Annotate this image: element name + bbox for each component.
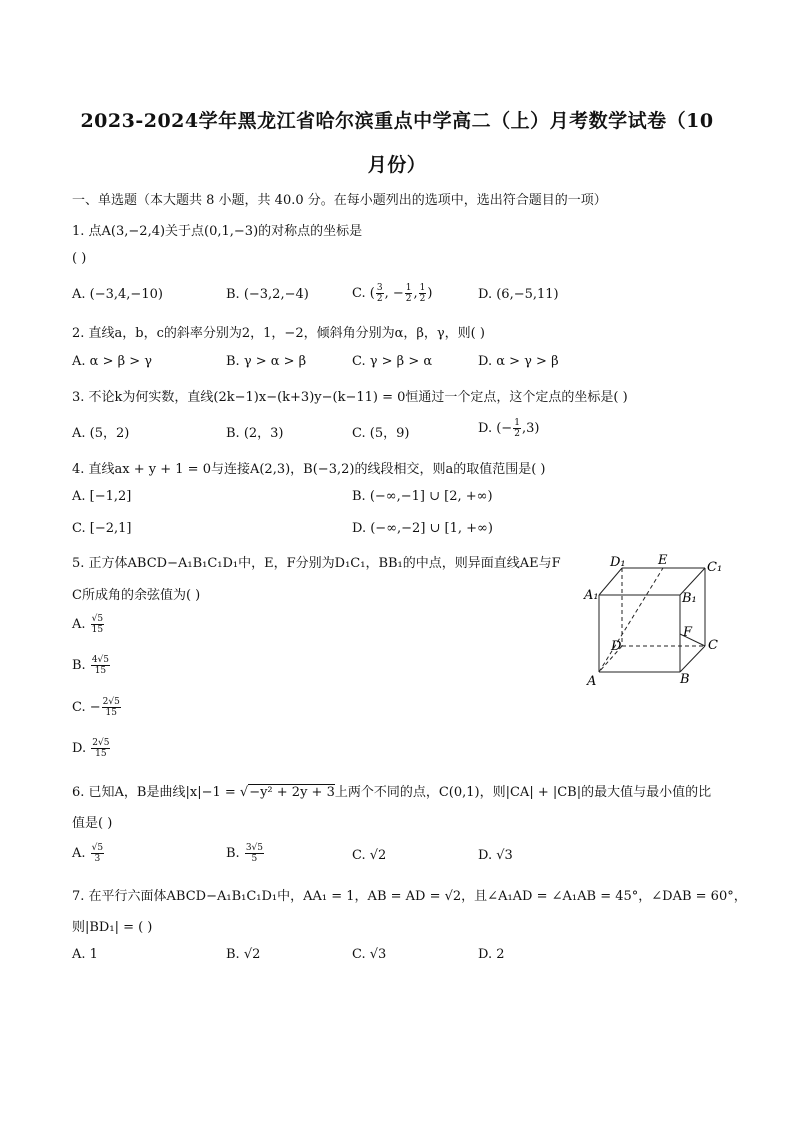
q2-option-a: A. α > β > γ: [72, 354, 153, 369]
label-d1: D₁: [610, 555, 626, 570]
q4-option-b: B. (−∞,−1] ∪ [2, +∞): [352, 489, 493, 504]
q1-option-c: C. ( $\frac{3}{2}$ , − $\frac{1}{2}$ , $\frac{1}{2}$ ): [352, 283, 433, 304]
q5-stem-line1: 5. 正方体ABCD−A₁B₁C₁D₁中，E，F分别为D₁C₁，BB₁的中点，则异面直线AE与F: [72, 556, 561, 571]
q3-option-c: C. (5，9): [352, 426, 410, 441]
q3-option-b: B. (2，3): [226, 426, 284, 441]
q1-option-b: B. (−3,2,−4): [226, 287, 309, 302]
q2-option-b: B. γ > α > β: [226, 354, 307, 369]
q4-option-d: D. (−∞,−2] ∪ [1, +∞): [352, 521, 493, 536]
q6-stem-line2: 值是( ): [72, 816, 113, 831]
label-d: D: [611, 639, 622, 654]
q6-stem-line1: 6. 已知A，B是曲线|x|−1 = √−y² + 2y + 3上两个不同的点，C(0,1)，则|CA| + |CB|的最大值与最小值的比: [72, 785, 712, 800]
q1-c-pre: C. (: [352, 286, 375, 301]
q6-option-b: B. $\frac{3√5}{5}$: [226, 843, 264, 864]
q1-c-frac2: $\frac{1}{2}$: [405, 283, 412, 304]
q6-option-c: C. √2: [352, 848, 387, 863]
q7-option-c: C. √3: [352, 947, 387, 962]
section-heading: 一、单选题（本大题共 8 小题，共 40.0 分。在每小题列出的选项中，选出符合题目的一项）: [72, 193, 607, 208]
q3-stem: 3. 不论k为何实数，直线(2k−1)x−(k+3)y−(k−11) = 0恒通过一个定点，这个定点的坐标是( ): [72, 390, 628, 405]
label-c1: C₁: [707, 560, 723, 575]
label-b: B: [680, 672, 690, 687]
label-f: F: [683, 625, 693, 640]
q2-option-d: D. α > γ > β: [478, 354, 559, 369]
q6-option-d: D. √3: [478, 848, 513, 863]
q3-option-d: D. (− $\frac{1}{2}$ ,3): [478, 418, 540, 439]
edge-d1a1: [599, 568, 622, 595]
q3-option-a: A. (5，2): [72, 426, 130, 441]
q1-c-post: ): [427, 286, 433, 301]
q1-stem: 1. 点A(3,−2,4)关于点(0,1,−3)的对称点的坐标是: [72, 224, 363, 239]
edge-bc: [680, 646, 705, 672]
q1-c-mid: , −: [384, 286, 404, 301]
q4-option-a: A. [−1,2]: [72, 489, 132, 504]
q2-stem: 2. 直线a，b，c的斜率分别为2，1，−2，倾斜角分别为α，β，γ，则( ): [72, 326, 485, 341]
q7-option-b: B. √2: [226, 947, 261, 962]
q5-option-a: A. $\frac{√5}{15}$: [72, 614, 104, 635]
q1-option-a: A. (−3,4,−10): [72, 287, 163, 302]
q2-option-c: C. γ > β > α: [352, 354, 433, 369]
q1-c-frac3: $\frac{1}{2}$: [419, 283, 426, 304]
q7-stem-line1: 7. 在平行六面体ABCD−A₁B₁C₁D₁中，AA₁ = 1，AB = AD = √2，且∠A₁AD = ∠A₁AB = 45°，∠DAB = 60°，: [72, 889, 747, 904]
q5-option-d: D. $\frac{2√5}{15}$: [72, 738, 110, 759]
q5-option-c: C. − $\frac{2√5}{15}$: [72, 697, 120, 718]
q1-paren: ( ): [72, 251, 87, 266]
q6-option-a: A. $\frac{√5}{3}$: [72, 843, 104, 864]
q7-stem-line2: 则|BD₁| = ( ): [72, 920, 153, 935]
q4-option-c: C. [−2,1]: [72, 521, 132, 536]
q7-option-d: D. 2: [478, 947, 505, 962]
q5-option-b: B. $\frac{4√5}{15}$: [72, 655, 110, 676]
label-c: C: [708, 638, 718, 653]
q5-stem-line2: C所成角的余弦值为( ): [72, 588, 201, 603]
label-a1: A₁: [584, 588, 599, 603]
q1-c-frac1: $\frac{3}{2}$: [376, 283, 383, 304]
q7-option-a: A. 1: [72, 947, 98, 962]
label-b1: B₁: [682, 591, 697, 606]
q1-option-d: D. (6,−5,11): [478, 287, 559, 302]
page-title-line1: 2023-2024学年黑龙江省哈尔滨重点中学高二（上）月考数学试卷（10: [80, 110, 714, 132]
label-a: A: [587, 674, 597, 689]
label-e: E: [658, 553, 668, 568]
page-title-line2: 月份）: [367, 154, 427, 176]
q4-stem: 4. 直线ax + y + 1 = 0与连接A(2,3)，B(−3,2)的线段相交，则a的取值范围是( ): [72, 462, 546, 477]
cube-figure: [582, 550, 727, 690]
